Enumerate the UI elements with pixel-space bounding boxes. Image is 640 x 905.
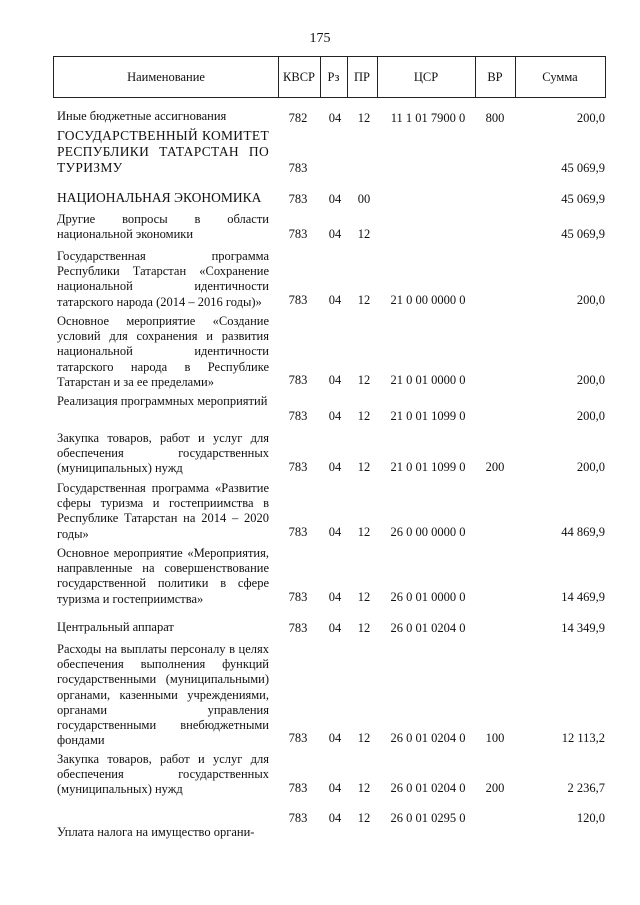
row-rz: 04 [328, 590, 342, 604]
row-kbsr: 783 [288, 731, 308, 745]
row-csr: 26 0 00 0000 0 [390, 525, 466, 539]
row-kbsr: 783 [288, 525, 308, 539]
table-row [0, 546, 640, 605]
header-pr: ПР [354, 70, 370, 84]
row-vr: 800 [485, 111, 505, 125]
row-pr: 12 [357, 373, 371, 387]
row-rz: 04 [328, 373, 342, 387]
row-sum: 200,0 [576, 293, 605, 307]
row-rz: 04 [328, 293, 342, 307]
row-csr: 21 0 00 0000 0 [390, 293, 466, 307]
row-sum: 200,0 [576, 373, 605, 387]
table-row [0, 249, 640, 308]
row-rz: 04 [328, 525, 342, 539]
header-sum: Сумма [542, 70, 578, 84]
row-name: Центральный аппарат [57, 620, 174, 634]
row-kbsr: 782 [288, 111, 308, 125]
row-vr: 100 [485, 731, 505, 745]
row-rz: 04 [328, 621, 342, 635]
row-sum: 14 469,9 [561, 590, 605, 604]
row-rz: 04 [328, 409, 342, 423]
table-row [0, 314, 640, 388]
row-rz: 04 [328, 460, 342, 474]
page-number: 175 [309, 31, 331, 46]
row-pr: 12 [357, 409, 371, 423]
row-name: НАЦИОНАЛЬНАЯ ЭКОНОМИКА [57, 190, 262, 205]
row-rz: 04 [328, 811, 342, 825]
row-kbsr: 783 [288, 409, 308, 423]
row-rz: 04 [328, 111, 342, 125]
row-sum: 44 869,9 [561, 525, 605, 539]
row-sum: 2 236,7 [567, 781, 605, 795]
row-name: Уплата налога на имущество органи- [57, 825, 255, 839]
row-csr: 21 0 01 1099 0 [390, 460, 466, 474]
row-sum: 120,0 [576, 811, 605, 825]
row-vr: 200 [485, 781, 505, 795]
row-name: Другие вопросы в области национальной экономики [57, 212, 269, 242]
row-kbsr: 783 [288, 781, 308, 795]
row-name: Основное мероприятие «Мероприятия, направленные на совершенствование государственной политики в сфере туризма и гостеприимства» [57, 546, 269, 606]
row-name: Закупка товаров, работ и услуг для обеспечения государственных (муниципальных) нужд [57, 752, 269, 797]
table-row [0, 811, 640, 841]
table-row [0, 642, 640, 746]
row-pr: 12 [357, 731, 371, 745]
row-kbsr: 783 [288, 590, 308, 604]
row-kbsr: 783 [288, 293, 308, 307]
row-csr: 11 1 01 7900 0 [390, 111, 466, 125]
header-vr: ВР [487, 70, 503, 84]
row-pr: 12 [357, 293, 371, 307]
row-csr: 21 0 01 0000 0 [390, 373, 466, 387]
row-csr: 26 0 01 0204 0 [390, 621, 466, 635]
row-name: Государственная программа Республики Татарстан «Сохранение национальной идентичности татарского народа (2014 – 2016 годы)» [57, 249, 269, 309]
table-row [0, 431, 640, 475]
row-pr: 12 [357, 525, 371, 539]
row-sum: 45 069,9 [561, 192, 605, 206]
row-csr: 26 0 01 0000 0 [390, 590, 466, 604]
row-sum: 200,0 [576, 111, 605, 125]
row-kbsr: 783 [288, 460, 308, 474]
row-rz: 04 [328, 192, 342, 206]
row-kbsr: 783 [288, 227, 308, 241]
row-csr: 26 0 01 0295 0 [390, 811, 466, 825]
row-sum: 12 113,2 [561, 731, 605, 745]
table-row [0, 394, 640, 424]
table-row [0, 190, 640, 207]
row-pr: 12 [357, 460, 371, 474]
row-name: Расходы на выплаты персоналу в целях обеспечения выполнения функций государственными (муниципальными) органами, казенными учреждениями, органами управления государственными внебюджетными фондами [57, 642, 269, 748]
row-csr: 26 0 01 0204 0 [390, 731, 466, 745]
row-sum: 45 069,9 [561, 161, 605, 175]
row-rz: 04 [328, 781, 342, 795]
row-name: Основное мероприятие «Создание условий для сохранения и развития национальной идентичности татарского народа в Республике Татарстан и за ее пределами» [57, 314, 269, 389]
table-row [0, 752, 640, 796]
row-sum: 200,0 [576, 409, 605, 423]
table-row [0, 620, 640, 636]
row-name: Иные бюджетные ассигнования [57, 109, 227, 123]
row-csr: 21 0 01 1099 0 [390, 409, 466, 423]
table-row [0, 481, 640, 540]
row-kbsr: 783 [288, 192, 308, 206]
row-pr: 12 [357, 111, 371, 125]
header-csr: ЦСР [413, 70, 439, 84]
row-pr: 12 [357, 811, 371, 825]
row-pr: 00 [357, 192, 371, 206]
row-name: Реализация программных мероприятий [57, 394, 268, 408]
header-rz: Рз [327, 70, 340, 84]
row-kbsr: 783 [288, 373, 308, 387]
row-sum: 45 069,9 [561, 227, 605, 241]
row-kbsr: 783 [288, 161, 308, 175]
row-csr: 26 0 01 0204 0 [390, 781, 466, 795]
row-sum: 14 349,9 [561, 621, 605, 635]
row-vr: 200 [485, 460, 505, 474]
table-row [0, 128, 640, 176]
row-sum: 200,0 [576, 460, 605, 474]
row-kbsr: 783 [288, 621, 308, 635]
table-header [53, 56, 606, 98]
row-pr: 12 [357, 781, 371, 795]
row-rz: 04 [328, 227, 342, 241]
row-name: Государственная программа «Развитие сферы туризма и гостеприимства в Республике Татарстан на 2014 – 2020 годы» [57, 481, 269, 541]
row-kbsr: 783 [288, 811, 308, 825]
row-pr: 12 [357, 227, 371, 241]
row-pr: 12 [357, 621, 371, 635]
header-name: Наименование [127, 70, 205, 84]
row-pr: 12 [357, 590, 371, 604]
row-name: ГОСУДАРСТВЕННЫЙ КОМИТЕТ РЕСПУБЛИКИ ТАТАРСТАН ПО ТУРИЗМУ [57, 128, 269, 175]
table-row [0, 212, 640, 242]
table-row [0, 109, 640, 126]
row-rz: 04 [328, 731, 342, 745]
row-name: Закупка товаров, работ и услуг для обеспечения государственных (муниципальных) нужд [57, 431, 269, 476]
header-kbsr: КВСР [283, 70, 315, 84]
